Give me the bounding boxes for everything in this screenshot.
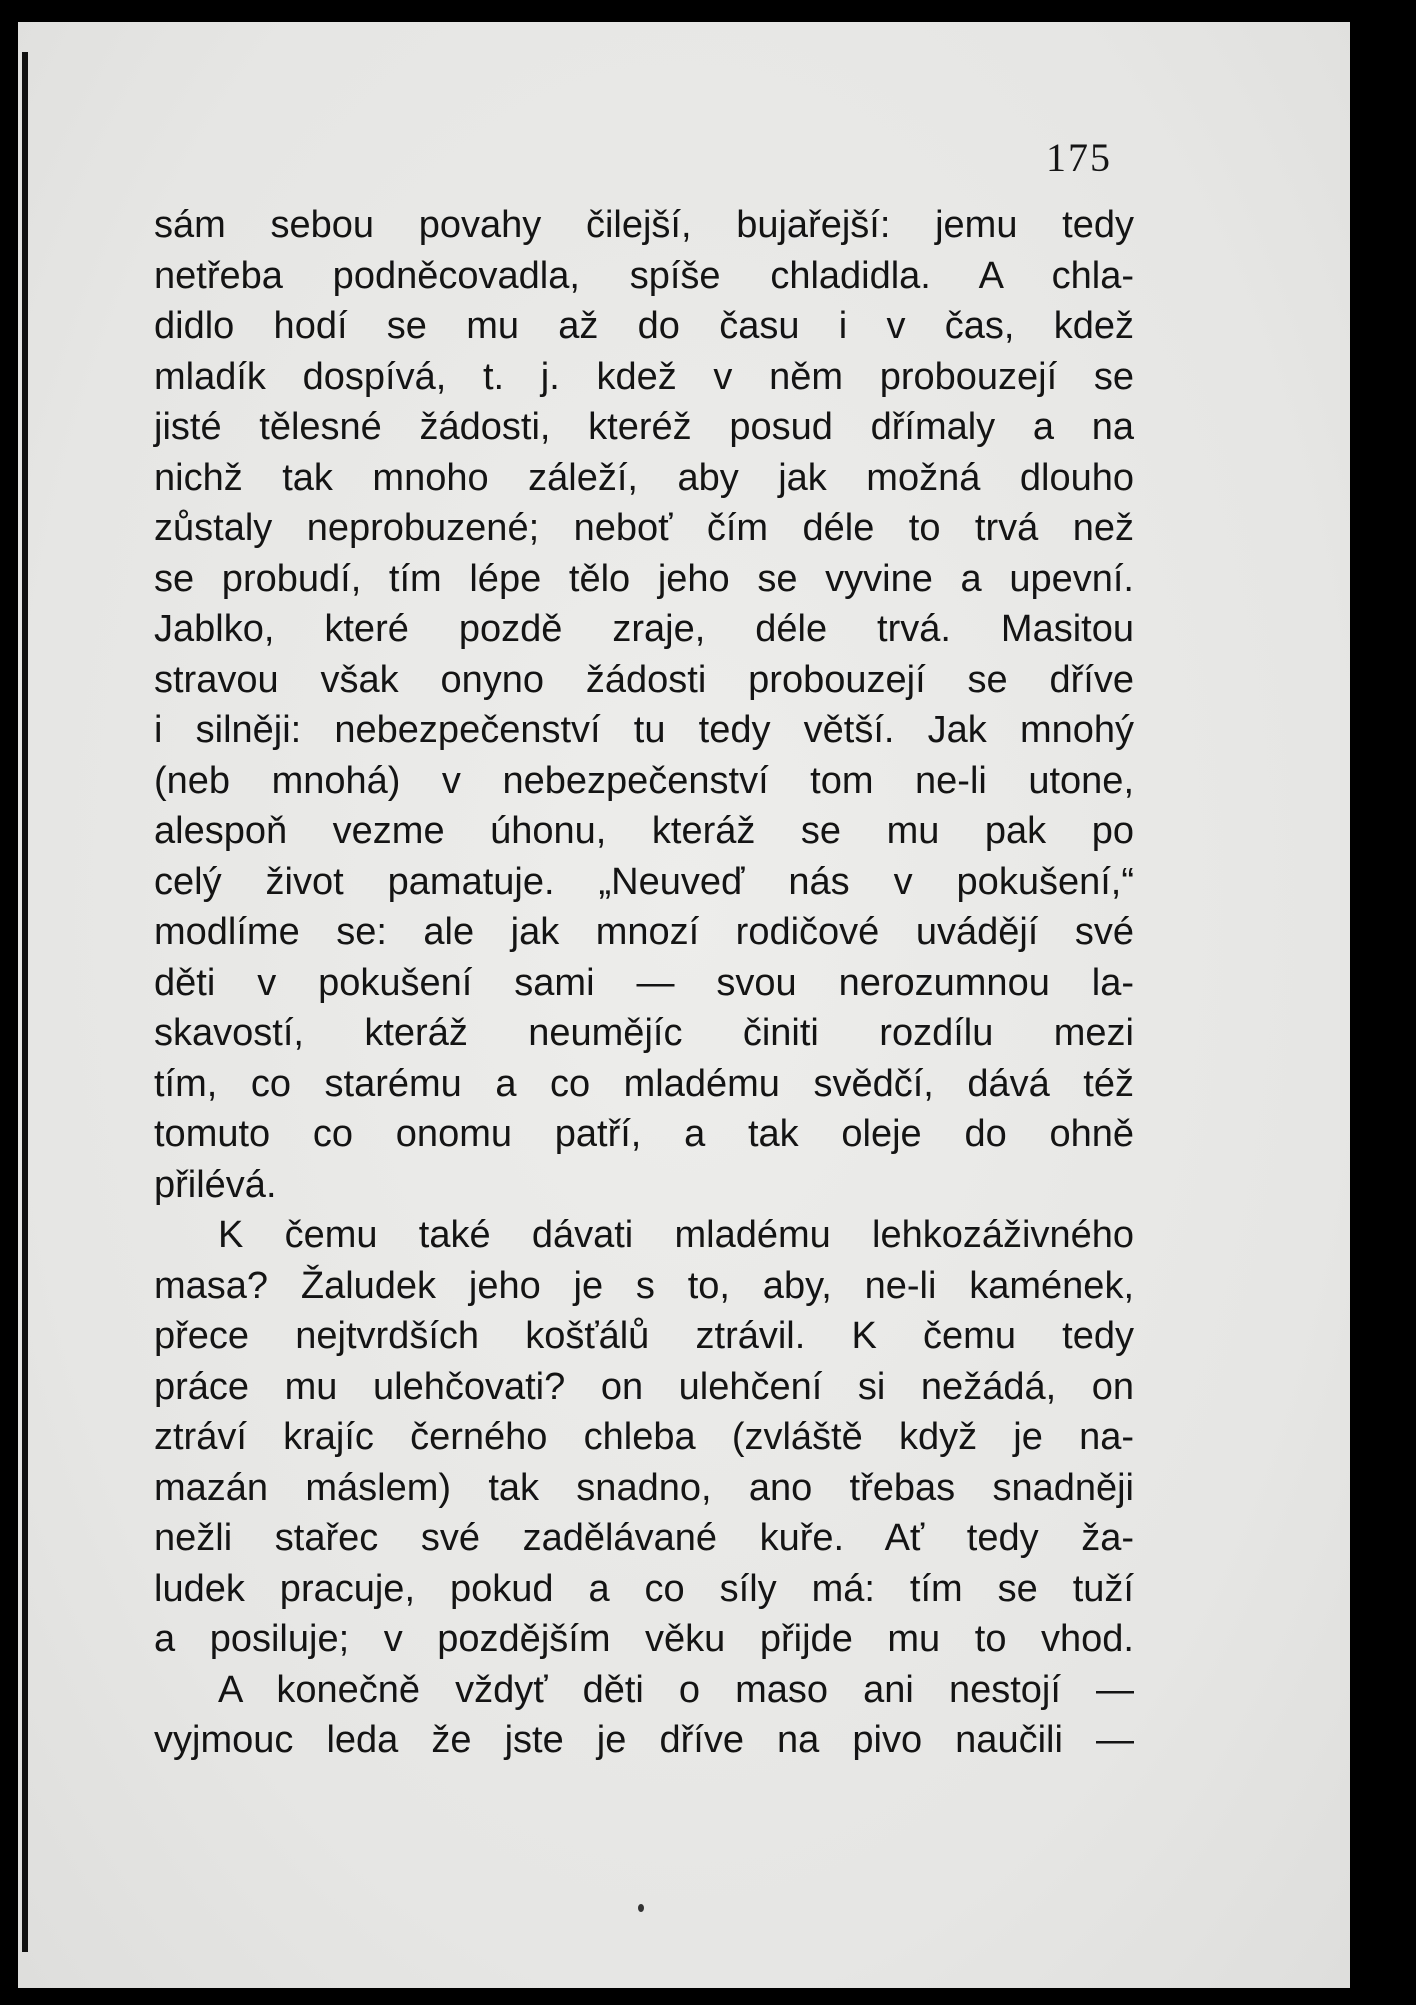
text-line: modlíme se: ale jak mnozí rodičové uvádějí své [154,911,1134,953]
page-number: 175 [1046,135,1112,180]
text-line: nežli stařec své zadělávané kuře. Ať tedy ža- [154,1517,1134,1559]
text-line: masa? Žaludek jeho je s to, aby, ne-li kamének, [154,1264,1134,1307]
text-line: celý život pamatuje. „Neuveď nás v pokušení,“ [154,860,1134,903]
body-text [154,200,1134,1766]
text-line: práce mu ulehčovati? on ulehčení si nežádá, on [154,1365,1134,1408]
text-line: didlo hodí se mu až do času i v čas, kdež [154,305,1134,347]
text-line: a posiluje; v pozdějším věku přijde mu to vhod. [154,1618,1134,1660]
text-line: mazán máslem) tak snadno, ano třebas snadněji [154,1466,1134,1509]
text-line: alespoň vezme úhonu, kteráž se mu pak po [154,810,1134,852]
text-line: přilévá. [154,1163,277,1206]
text-line: nichž tak mnoho záleží, aby jak možná dlouho [154,456,1134,499]
print-speck [638,1904,644,1912]
text-line: skavostí, kteráž neumějíc činiti rozdílu mezi [154,1012,1134,1054]
text-line: jisté tělesné žádosti, kteréž posud dřímaly a na [154,406,1134,448]
text-line: A konečně vždyť děti o maso ani nestojí — [218,1668,1134,1711]
text-line: ludek pracuje, pokud a co síly má: tím se tuží [154,1567,1134,1610]
text-line: Jablko, které pozdě zraje, déle trvá. Masitou [154,608,1134,650]
text-line: ztráví krajíc černého chleba (zvláště když je na- [154,1416,1134,1458]
text-line: přece nejtvrdších košťálů ztrávil. K čemu tedy [154,1315,1134,1357]
text-line: stravou však onyno žádosti probouzejí se dříve [154,658,1134,701]
text-line: tím, co starému a co mladému svědčí, dává též [154,1062,1134,1105]
text-line: K čemu také dávati mladému lehkozáživného [218,1214,1134,1256]
page-spine-edge [22,52,28,1952]
text-line: děti v pokušení sami — svou nerozumnou la- [154,961,1134,1004]
text-line: sám sebou povahy čilejší, bujařejší: jemu tedy [154,204,1134,246]
text-line: i silněji: nebezpečenství tu tedy větší. Jak mnohý [154,709,1134,751]
text-line: (neb mnohá) v nebezpečenství tom ne-li utone, [154,759,1134,802]
text-line: zůstaly neprobuzené; neboť čím déle to trvá než [154,507,1134,549]
text-line: se probudí, tím lépe tělo jeho se vyvine a upevní. [154,557,1134,600]
text-line: tomuto co onomu patří, a tak oleje do ohně [154,1113,1134,1155]
text-line: vyjmouc leda že jste je dříve na pivo naučili — [154,1719,1134,1761]
text-line: netřeba podněcovadla, spíše chladidla. A chla- [154,254,1134,297]
text-line: mladík dospívá, t. j. kdež v něm probouzejí se [154,355,1134,398]
book-page [18,22,1350,1988]
